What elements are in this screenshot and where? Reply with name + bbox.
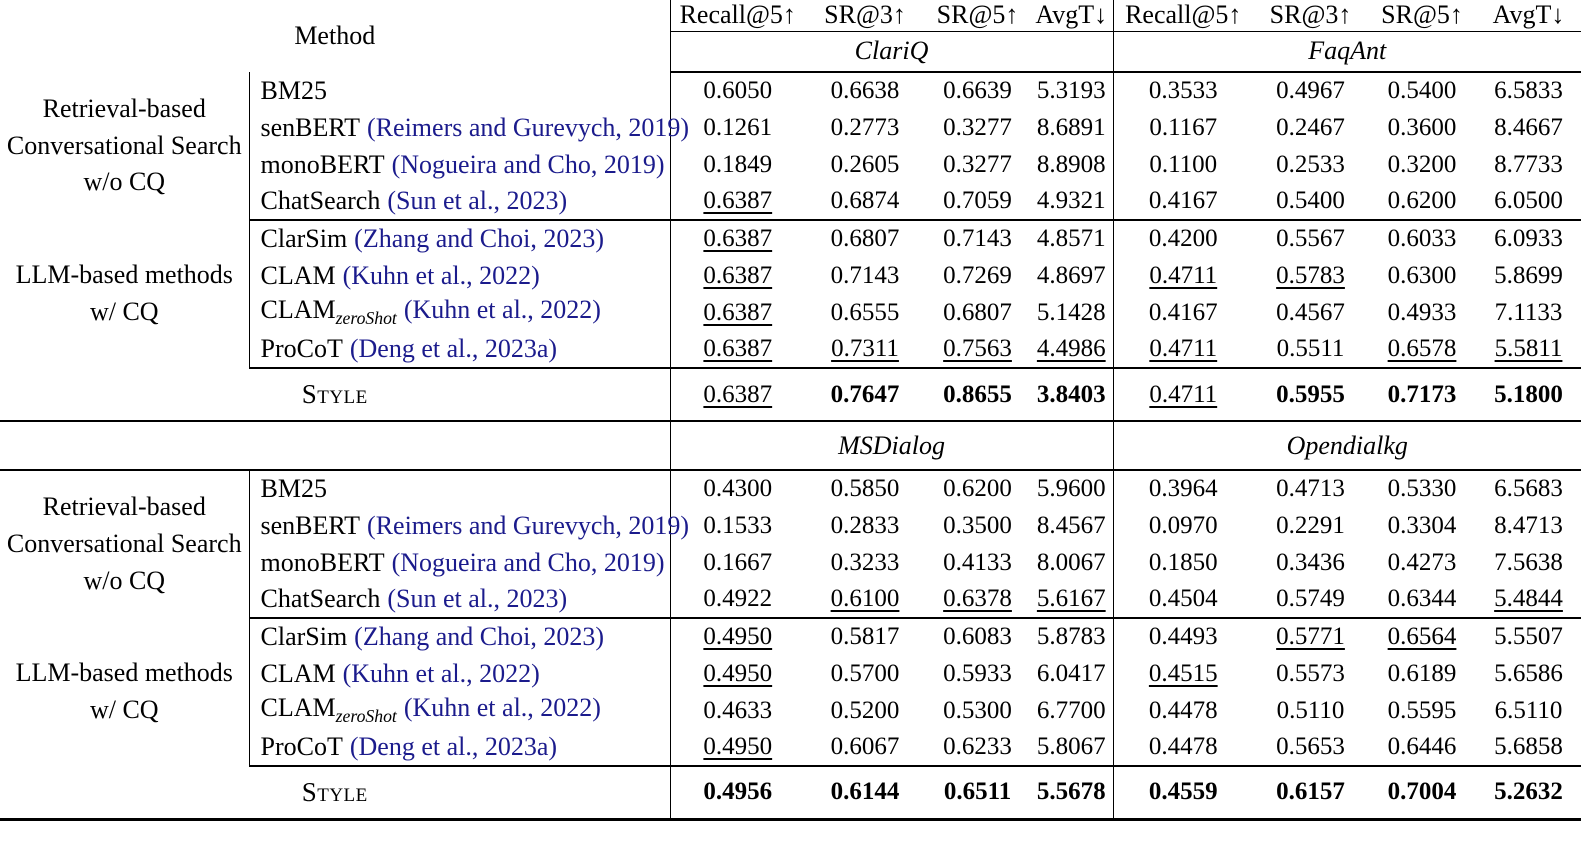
metric-value: 0.3436 — [1276, 548, 1345, 576]
metric-header: SR@3↑ — [1253, 0, 1368, 31]
metric-value: 0.1261 — [670, 109, 805, 146]
metric-value: 0.5771 — [1276, 623, 1345, 650]
metric-value: 8.4713 — [1494, 511, 1563, 539]
citation-link[interactable]: (Kuhn et al., 2022) — [403, 693, 601, 723]
metric-value: 0.2605 — [830, 150, 900, 178]
metric-value: 0.6511 — [925, 766, 1030, 819]
metric-value: 0.4504 — [1113, 581, 1253, 618]
metric-value: 6.0933 — [1494, 225, 1563, 252]
spacer-cell — [0, 421, 670, 470]
metric-value: 0.4133 — [943, 548, 1012, 576]
metric-value: 0.2467 — [1276, 113, 1345, 141]
method-cell — [249, 544, 670, 581]
metric-value: 5.6586 — [1494, 659, 1563, 687]
metric-value: 0.6387 — [670, 294, 805, 331]
metric-value: 0.6555 — [830, 298, 900, 326]
citation-link[interactable]: (Zhang and Choi, 2023) — [354, 622, 605, 651]
metric-header: SR@5↑ — [925, 0, 1030, 31]
metric-value: 4.8571 — [1036, 225, 1106, 252]
group-label-line: w/o CQ — [83, 565, 166, 595]
method-name: senBERT — [260, 112, 361, 142]
method-name: CLAM — [260, 693, 336, 723]
metric-value: 7.1133 — [1494, 298, 1563, 326]
method-cell — [249, 618, 670, 655]
metric-value: 0.7563 — [925, 331, 1030, 368]
method-cell — [249, 257, 670, 294]
metric-value: 5.8067 — [1030, 729, 1113, 766]
metric-value: 0.8655 — [925, 368, 1030, 421]
metric-value: 5.5678 — [1030, 766, 1113, 819]
metric-value: 0.2833 — [830, 511, 900, 539]
metric-value: 0.1667 — [670, 544, 805, 581]
metric-value: 0.6387 — [670, 220, 805, 257]
metric-value: 0.4950 — [670, 655, 805, 692]
metric-value: 0.4711 — [1113, 331, 1253, 368]
method-name: ProCoT — [260, 334, 343, 363]
metric-value: 0.6157 — [1253, 766, 1368, 819]
method-name: CLAM — [260, 295, 336, 325]
method-cell — [249, 729, 670, 766]
metric-value: 0.4515 — [1113, 655, 1253, 692]
metric-value: 0.4167 — [1113, 294, 1253, 331]
method-cell — [249, 655, 670, 692]
dataset-name: Opendialkg — [1113, 421, 1581, 470]
metric-value: 0.4933 — [1387, 298, 1457, 326]
metric-value: 0.6874 — [805, 183, 925, 220]
method-header: Method — [294, 21, 376, 50]
metric-value: 6.7700 — [1036, 696, 1106, 724]
method-cell — [249, 331, 670, 368]
method-cell — [249, 470, 670, 507]
metric-value: 0.6378 — [925, 581, 1030, 618]
metric-value: 0.6564 — [1387, 623, 1457, 650]
metric-value: 7.5638 — [1494, 548, 1563, 576]
metric-value: 0.2291 — [1276, 511, 1345, 539]
metric-value: 5.6167 — [1030, 581, 1113, 618]
metric-value: 5.3193 — [1036, 77, 1106, 104]
metric-value: 0.6067 — [805, 729, 925, 766]
method-row — [0, 618, 1581, 655]
metric-value: 0.6200 — [943, 475, 1012, 502]
metric-value: 0.3500 — [943, 511, 1012, 539]
style-row — [0, 368, 1581, 421]
group-label-line: Retrieval-based — [42, 492, 206, 522]
metric-value: 0.6344 — [1368, 581, 1476, 618]
citation-link[interactable]: (Reimers and Gurevych, 2019) — [367, 112, 690, 142]
method-name: ChatSearch — [260, 186, 381, 215]
metric-value: 0.5567 — [1276, 225, 1345, 252]
method-name: ProCoT — [260, 732, 343, 761]
group-label-line: w/ CQ — [89, 297, 159, 326]
citation-link[interactable]: (Kuhn et al., 2022) — [403, 295, 601, 325]
metric-value: 0.5300 — [943, 696, 1012, 724]
group-label-line: Retrieval-based — [42, 93, 206, 123]
metric-value: 0.2533 — [1276, 150, 1345, 178]
metric-value: 0.1167 — [1113, 109, 1253, 146]
metric-header: SR@3↑ — [805, 0, 925, 31]
metric-value: 5.5507 — [1494, 623, 1563, 650]
group-label-line: w/o CQ — [83, 167, 166, 197]
citation-link[interactable]: (Kuhn et al., 2022) — [342, 260, 540, 290]
metric-value: 8.4567 — [1036, 511, 1106, 539]
method-name: monoBERT — [260, 547, 385, 577]
metric-value: 0.1533 — [670, 507, 805, 544]
metric-value: 0.7143 — [943, 225, 1012, 252]
metric-value: 0.5700 — [830, 659, 900, 687]
metric-value: 5.6858 — [1476, 729, 1581, 766]
metric-value: 0.6083 — [943, 623, 1012, 650]
metric-value: 0.6233 — [925, 729, 1030, 766]
method-subscript: zeroShot — [335, 308, 397, 329]
metric-value: 0.3277 — [943, 150, 1012, 178]
metric-value: 0.5595 — [1387, 696, 1457, 724]
metric-value: 0.5783 — [1276, 261, 1345, 289]
metric-value: 0.5330 — [1387, 475, 1457, 502]
metric-value: 4.4986 — [1030, 331, 1113, 368]
metric-value: 0.6050 — [670, 72, 805, 109]
metric-value: 0.5511 — [1253, 331, 1368, 368]
metric-value: 0.4711 — [1113, 368, 1253, 421]
citation-link[interactable]: (Nogueira and Cho, 2019) — [391, 149, 665, 179]
metric-header: SR@5↑ — [1368, 0, 1476, 31]
method-row — [0, 72, 1581, 109]
metric-value: 6.5683 — [1494, 475, 1563, 502]
metric-value: 0.7269 — [943, 261, 1012, 289]
metric-value: 0.5200 — [830, 696, 900, 724]
metric-value: 5.2632 — [1476, 766, 1581, 819]
metric-value: 0.6387 — [670, 331, 805, 368]
method-name: ClarSim — [260, 224, 348, 253]
citation-link[interactable]: (Deng et al., 2023a) — [349, 732, 558, 761]
dataset-name: MSDialog — [670, 421, 1113, 470]
metric-value: 0.4713 — [1276, 475, 1345, 502]
method-cell — [249, 146, 670, 183]
method-cell — [249, 183, 670, 220]
metric-value: 0.4559 — [1113, 766, 1253, 819]
metric-value: 0.2773 — [830, 113, 900, 141]
metric-value: 0.5955 — [1253, 368, 1368, 421]
metric-value: 0.4300 — [670, 470, 805, 507]
method-group-label — [0, 618, 249, 766]
method-cell — [249, 72, 670, 109]
metric-header: AvgT↓ — [1030, 0, 1113, 31]
citation-link[interactable]: (Sun et al., 2023) — [387, 186, 568, 215]
metric-value: 4.8697 — [1036, 261, 1106, 289]
method-cell — [249, 581, 670, 618]
metric-value: 8.4667 — [1494, 113, 1563, 141]
metric-value: 0.7004 — [1368, 766, 1476, 819]
style-method-label: Style — [0, 766, 670, 819]
citation-link[interactable]: (Kuhn et al., 2022) — [342, 658, 540, 688]
metric-value: 0.6387 — [670, 257, 805, 294]
metric-value: 0.4711 — [1113, 257, 1253, 294]
metric-value: 0.4633 — [670, 692, 805, 729]
method-group-label — [0, 220, 249, 368]
metric-value: 0.4478 — [1113, 729, 1253, 766]
citation-link[interactable]: (Zhang and Choi, 2023) — [354, 224, 605, 253]
method-cell — [249, 109, 690, 146]
method-name: BM25 — [260, 474, 327, 503]
metric-value: 0.7059 — [925, 183, 1030, 220]
metric-value: 6.0417 — [1036, 659, 1106, 687]
metric-value: 0.0970 — [1113, 507, 1253, 544]
method-name: CLAM — [260, 260, 336, 290]
metric-value: 0.6100 — [805, 581, 925, 618]
metric-value: 0.5400 — [1253, 183, 1368, 220]
metric-value: 0.6639 — [943, 77, 1012, 104]
citation-link[interactable]: (Nogueira and Cho, 2019) — [391, 547, 665, 577]
metric-value: 0.6200 — [1368, 183, 1476, 220]
metric-value: 0.4956 — [670, 766, 805, 819]
metric-value: 8.6891 — [1036, 113, 1106, 141]
metric-value: 8.0067 — [1036, 548, 1106, 576]
metric-header: AvgT↓ — [1476, 0, 1581, 31]
dataset-name: ClariQ — [670, 31, 1113, 72]
metric-value: 0.3533 — [1113, 72, 1253, 109]
method-name: ChatSearch — [260, 584, 381, 613]
metric-value: 0.3200 — [1387, 150, 1457, 178]
metric-header: Recall@5↑ — [1113, 0, 1253, 31]
metric-value: 4.9321 — [1030, 183, 1113, 220]
metric-value: 0.4493 — [1113, 618, 1253, 655]
metric-value: 0.5653 — [1253, 729, 1368, 766]
metric-value: 0.6446 — [1368, 729, 1476, 766]
group-label-line: LLM-based methods — [15, 658, 233, 688]
group-label-line: LLM-based methods — [15, 260, 233, 290]
metric-value: 0.6300 — [1387, 261, 1457, 289]
metric-value: 0.3964 — [1113, 470, 1253, 507]
metric-value: 5.8699 — [1494, 261, 1563, 289]
method-name: BM25 — [260, 75, 327, 105]
metric-value: 0.5110 — [1276, 696, 1345, 724]
metric-value: 5.1428 — [1036, 298, 1106, 326]
metric-value: 0.4478 — [1113, 692, 1253, 729]
method-cell — [249, 507, 690, 544]
header-row — [0, 0, 1581, 31]
metric-value: 0.1100 — [1113, 146, 1253, 183]
metric-value: 0.4567 — [1276, 298, 1345, 326]
dataset-name: FaqAnt — [1113, 31, 1581, 72]
metric-value: 0.7143 — [830, 261, 900, 289]
metric-value: 0.4200 — [1113, 220, 1253, 257]
metric-value: 0.6189 — [1387, 659, 1457, 687]
method-group-label — [0, 470, 249, 618]
metric-value: 0.4922 — [670, 581, 805, 618]
method-cell — [249, 294, 670, 331]
metric-value: 0.4967 — [1276, 77, 1345, 104]
group-label-line: w/ CQ — [89, 695, 159, 724]
method-name: monoBERT — [260, 149, 385, 179]
method-name: senBERT — [260, 510, 361, 540]
metric-value: 0.6807 — [943, 298, 1012, 326]
method-group-label — [0, 72, 249, 220]
metric-value: 0.3233 — [830, 548, 900, 576]
group-label-line: Conversational Search — [6, 130, 242, 160]
method-subscript: zeroShot — [335, 706, 397, 727]
metric-value: 0.6807 — [830, 225, 900, 252]
metric-value: 0.6387 — [670, 183, 805, 220]
metric-value: 0.6033 — [1387, 225, 1457, 252]
metric-value: 6.5833 — [1494, 77, 1563, 104]
metric-value: 0.4950 — [670, 729, 805, 766]
method-name: ClarSim — [260, 622, 348, 651]
citation-link[interactable]: (Deng et al., 2023a) — [349, 334, 558, 363]
style-row — [0, 766, 1581, 819]
dataset-header-row — [0, 421, 1581, 470]
method-name: CLAM — [260, 658, 336, 688]
metric-value: 6.0500 — [1476, 183, 1581, 220]
method-row — [0, 470, 1581, 507]
method-cell — [249, 692, 670, 729]
metric-value: 5.8783 — [1036, 623, 1106, 650]
metric-value: 8.7733 — [1494, 150, 1563, 178]
citation-link[interactable]: (Sun et al., 2023) — [387, 584, 568, 613]
metric-value: 0.5749 — [1253, 581, 1368, 618]
style-method-label: Style — [0, 368, 670, 421]
metric-value: 0.7647 — [805, 368, 925, 421]
method-row — [0, 220, 1581, 257]
metric-value: 0.5573 — [1276, 659, 1345, 687]
metric-value: 0.7311 — [805, 331, 925, 368]
metric-value: 0.6638 — [830, 77, 900, 104]
metric-value: 0.5400 — [1387, 77, 1457, 104]
metric-value: 0.1850 — [1113, 544, 1253, 581]
metric-value: 0.4273 — [1387, 548, 1457, 576]
metric-header: Recall@5↑ — [670, 0, 805, 31]
metric-value: 0.3277 — [943, 113, 1012, 141]
method-cell — [249, 220, 670, 257]
metric-value: 0.5817 — [830, 623, 900, 650]
metric-value: 0.3304 — [1387, 511, 1457, 539]
metric-value: 0.3600 — [1387, 113, 1457, 141]
metric-value: 0.1849 — [670, 146, 805, 183]
metric-value: 0.6578 — [1368, 331, 1476, 368]
metric-value: 5.4844 — [1476, 581, 1581, 618]
metric-value: 0.4167 — [1113, 183, 1253, 220]
metric-value: 5.5811 — [1476, 331, 1581, 368]
metric-value: 0.5850 — [830, 475, 900, 502]
metric-value: 8.8908 — [1036, 150, 1106, 178]
metric-value: 0.7173 — [1368, 368, 1476, 421]
metric-value: 0.6387 — [670, 368, 805, 421]
group-label-line: Conversational Search — [6, 529, 242, 559]
metric-value: 5.9600 — [1036, 475, 1106, 502]
metric-value: 6.5110 — [1494, 696, 1563, 724]
metric-value: 0.5933 — [943, 659, 1012, 687]
metric-value: 0.6144 — [805, 766, 925, 819]
metric-value: 5.1800 — [1476, 368, 1581, 421]
metric-value: 0.4950 — [670, 618, 805, 655]
metric-value: 3.8403 — [1030, 368, 1113, 421]
citation-link[interactable]: (Reimers and Gurevych, 2019) — [367, 510, 690, 540]
